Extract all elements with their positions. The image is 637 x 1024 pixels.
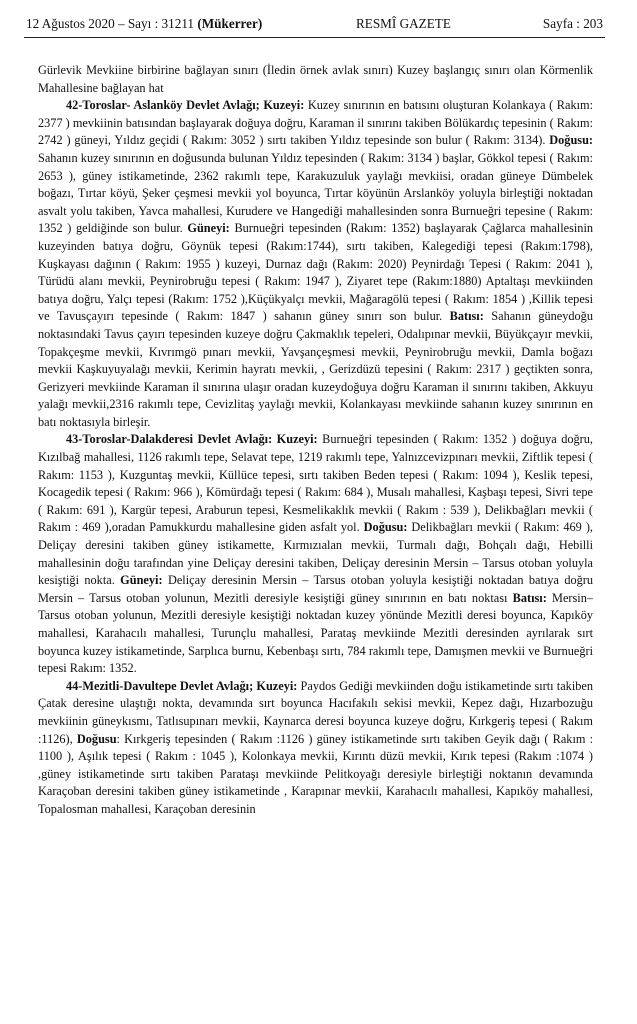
direction-label: Kuzeyi:: [272, 432, 318, 447]
direction-label: Güneyi:: [114, 573, 163, 588]
boundary-text: Burnuеğri tepesinden ( Rakım: 1352 ) doğuya doğru, Kızılbağ mahallesi, 1126 rakımlı tepe, Selavat tepe, 1219 rakımlı tepe, Yalnızcevizpınarı mevkii, Ziftlik tepesi ( Rakım: 1153 ), Kuzguntaş mevkii, Küllüce tepesi, sırtı takiben Beden tepesi ( Rakım: 1094 ), Keslik tepesi, Kocagedik tepesi ( Rakım: 966 ), Kömürdağı tepesi ( Rakım: 684 ), Musalı mahallesi, Kaşbaşı tepesi, Sivri tepe ( Rakım: 691 ), Kargür tepesi, Araburun tepesi, Kesmelikaklık mevkii ( Rakım : 539 ), Delikbağları mevkii ( Rakım : 469 ),oradan Pamukkurdu mahallesine giden asfalt yol.: [38, 432, 593, 535]
header-page-number: Sayfa : 203: [542, 16, 603, 31]
section-paragraph: [38, 678, 593, 819]
boundary-text: Kuzey sınırının en batısını oluşturan Kolankaya ( Rakım: 2377 ) mevkiinin batısından başlayarak doğuya doğru, Karaman il sınırını takiben Bölükardıç tepesinin ( Rakım: 2742 ) güneyi, Yıldız geçidi ( Rakım: 3052 ) sırtı takiben Yıldız tepesinde son bulur ( Rakım: 3134).: [38, 98, 593, 148]
boundary-text: Delikbağları mevkii ( Rakım: 469 ), Deliçay deresini takiben güney istikamette, Kırmızıalan mevkii, Turmalı dağı, Bohçalı dağı, Hebilli mahallesinin doğu tarafından yine Deliçay deresini takiben, Deliçay deresinin Mersin – Tarsus otoban yoluyla kesiştiği nokta.: [38, 520, 594, 588]
boundary-text: Burnuеğri tepesinden (Rakım: 1352) başlayarak Çağlarca mahallesinin kuzeyinden batıya doğru, Göynük tepesi (Rakım:1744), sırtı takiben, Kalegediği tepesi (Rakım:1798), Kuşkayası dağının ( Rakım: 1955 ) kuzeyi, Durnaz dağı (Rakım: 2020) Peynirdağı Tepesi ( Rakım: 2041 ), Türüdü alanı mevkii, Peynirobruğu tepesi ( Rakım: 1947 ), Ziyaret tepe (Rakım:1880) Aptaltaşı mevkiinden batıya doğru, Yalçı tepesi (Rakım: 1752 ),Küçükyalçı mevkii, Mağaragölü tepesi ( Rakım: 1854 ) ,Killik tepesi ve Tavusçayırı tepesinde ( Rakım: 1847 ) sahanın güney sınırı son bulur.: [38, 221, 594, 324]
direction-label: Kuzeyi:: [253, 678, 298, 693]
section-title: 44-Mezitli-Davultepe Devlet Avlağı;: [66, 678, 254, 693]
direction-label: Kuzeyi:: [259, 98, 305, 113]
header-gazette-name: RESMÎ GAZETE: [356, 16, 451, 31]
intro-paragraph: Gürlevik Mevkiine birbirine bağlayan sınırı (İledin örnek avlak sınırı) Kuzey başlangıç sınırı olan Körmenlik Mahallesine bağlayan hat: [38, 63, 593, 95]
section-paragraph: [38, 431, 593, 677]
boundary-text: : Kırkgeriş tepesinden ( Rakım :1126 ) güney istikametinde sırtı takiben Geyik dağı ( Rakım : 1100 ), Aşılık tepesi ( Rakım : 1045 ), Kolonkaya mevkii, Kırıntı düzü mevkii, Kırık tepesi (Rakım :1074 ) ,güney istikametinde sırtı takiben Parataşı mevkiinde Pelitkoyağı deresiyle birleştiği noktanın devamında Karaçoban deresini takiben güney istikametinde , Karapınar mevkii, Karahacılı mahallesi, Kapıköy mahallesi, Topalosman mahallesi, Karaçoban deresinin: [38, 731, 593, 816]
boundary-text: Deliçay deresinin Mersin – Tarsus otoban yoluyla kesiştiği noktadan batıya doğru Mersin – Tarsus otoban yolunun, Mezitli deresiyle kesiştiği güney sınırının en batı noktası: [38, 573, 594, 605]
direction-label: Güneyi:: [182, 221, 230, 236]
sections-container: [38, 97, 593, 818]
section-title: 43-Toroslar-Dalakderesi Devlet Avlağı:: [66, 432, 273, 447]
section-title: 42-Toroslar- Aslanköy Devlet Avlağı;: [66, 98, 260, 113]
direction-label: Doğusu:: [359, 520, 408, 535]
header-date-issue: 12 Ağustos 2020 – Sayı : 31211 (Mükerrer): [26, 16, 263, 31]
boundary-text: Sahanın güneydoğu noktasındaki Tavus çayırı tepesinden kuzeye doğru Çakmaklık tepeleri, Odalıpınar mevkii, Büyükçayır mevkii, Topakçeşme mevkii, Kıvrımgö pınarı mevkii, Yavşançeşmesi mevkii, Peynirobruğu mevkii, Damla boğazı mevkii Kaşkuyuyalağı mevkii, Kerimin hayratı mevkii, , Gerizdüzü tepesini ( Rakım: 2317 ) geçtikten sonra, Gerizyeri mevkiinde Karaman il sınırına ulaşır oradan kuzeydoğuya doğru Karaman il sınırını takiben, Akkuyu yalağı mevkii,2316 rakımlı tepe, Cevizlitaş yaylağı mevkii, Kolankayası mevkiinde sahanın kuzey sınırının en batı noktasıyla birleşir.: [38, 309, 593, 429]
direction-label: Batısı:: [507, 590, 547, 605]
direction-label: Doğusu: [72, 731, 117, 746]
document-body: [38, 62, 593, 819]
page-header: [26, 14, 603, 34]
boundary-text: Sahanın kuzey sınırının en doğusunda bulunan Yıldız tepesinden ( Rakım: 3134 ) başlar, Gökkol tepesi ( Rakım: 2653 ), güney istikametinde, 2362 rakımlı tepe, Karakuzuluk yaylağı mevkiisi, oradan güneye Dümbelek boğazı, Tırtar köyü, Şeker çeşmesi mevkii yol boyunca, Tırtar köyünün Arslanköy yoluyla birleştiği noktadan asvalt yolu takiben, Yavca mahallesi, Kurudere ve Hangediği mahallesinden sonra Burnueğri tepesine ( Rakım: 1352 ) geldiğinde son bulur.: [38, 150, 593, 236]
section-paragraph: [38, 97, 593, 431]
header-rule: [24, 37, 605, 38]
boundary-text: Mersin–Tarsus otoban yolunun, Mezitli deresiyle kesiştiği noktadan kuzey yönünde Mezitli deresi boyunca, Kapıköy mahallesi, Karahacılı mahallesi, Turunçlu mahallesi, Parataş mevkiinde Mezitli deresinden ayrılarak sırt boyunca kuzey istikametinde, Sarplıca burnu, Kebenbaşı sırtı, 784 rakımlı tepe, Damışmen mevkii ve Burnuеğri tepesi Rakım: 1352.: [38, 590, 593, 676]
header-mukerrer: (Mükerrer): [197, 16, 263, 31]
boundary-text: Paydos Gediği mevkiinden doğu istikametinde sırtı takiben Çatak deresine ulaştığı nokta, devamında sırt boyunca Hacıfakılı sekisi mevkii, Kepez dağı, Hızarbozuğu mevkiinin güneykısmı, Tatlısupınarı mevkii, Kaynarca deresi boyunca kuzeye doğru, Kırkgeriş tepesi ( Rakım :1126),: [38, 678, 593, 746]
direction-label: Doğusu:: [545, 133, 594, 148]
direction-label: Batısı:: [442, 309, 484, 324]
